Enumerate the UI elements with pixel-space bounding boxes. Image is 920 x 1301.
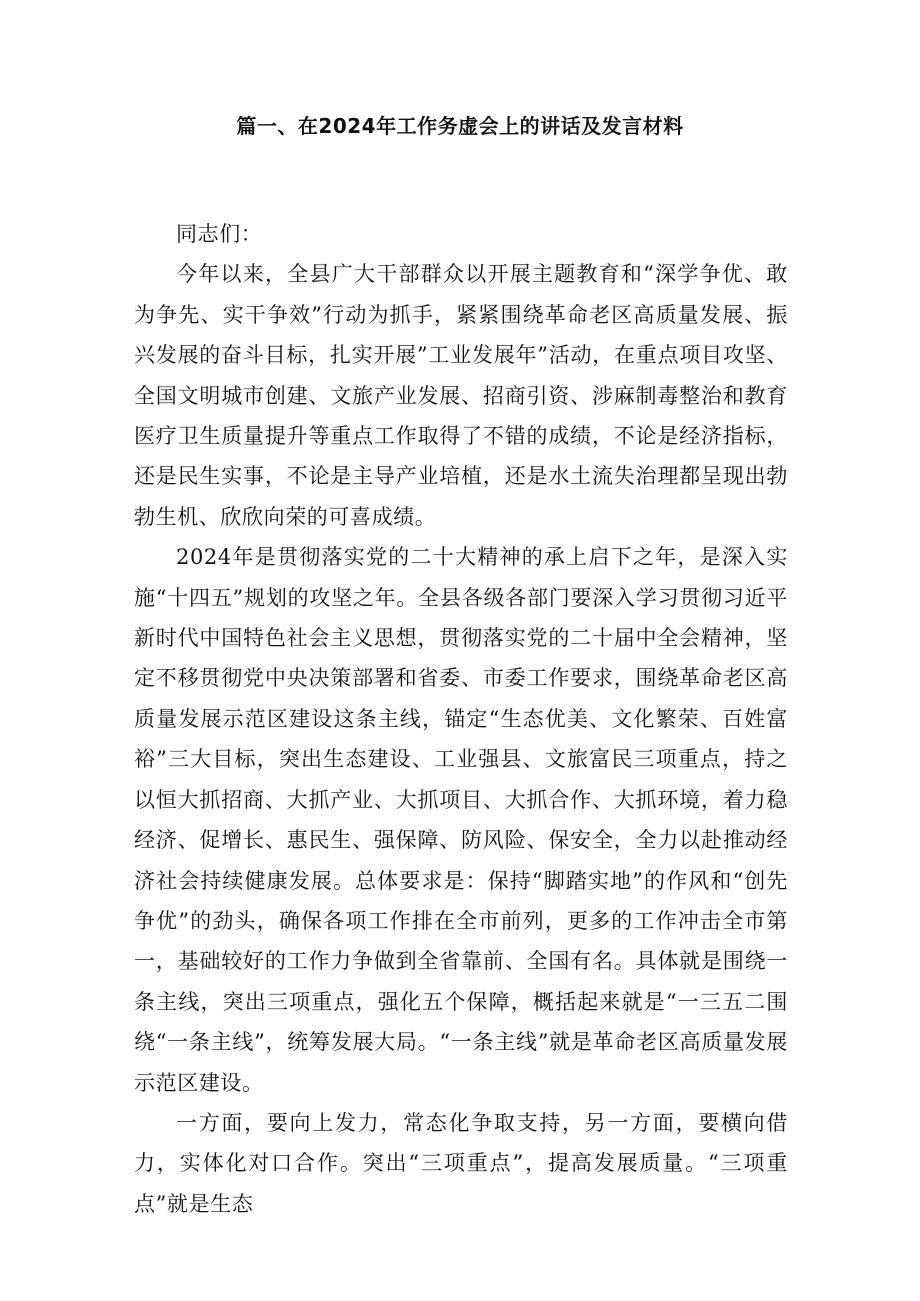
paragraph-1: 今年以来，全县广大干部群众以开展主题教育和“深学争优、敢为争先、实干争效”行动为抓手，紧紧围绕革命老区高质量发展、振兴发展的奋斗目标，扎实开展”工业发展年”活动，在重点项目攻坚、全国文明城市创建、文旅产业发展、招商引资、涉麻制毒整治和教育医疗卫生质量提升等重点工作取得了不错的成绩，不论是经济指标，还是民生实事，不论是主导产业培植，还是水土流失治理都呈现出勃勃生机、欣欣向荣的可喜成绩。 <box>134 262 788 529</box>
document-body <box>134 214 788 1224</box>
document-title: 篇一、在2024年工作务虚会上的讲话及发言材料 <box>236 114 684 138</box>
paragraph-3: 一方面，要向上发力，常态化争取支持，另一方面，要横向借力，实体化对口合作。突出“三项重点”，提高发展质量。“三项重点”就是生态 <box>134 1110 788 1216</box>
salutation: 同志们： <box>176 222 263 246</box>
paragraph-2: 2024年是贯彻落实党的二十大精神的承上启下之年，是深入实施“十四五”规划的攻坚之年。全县各级各部门要深入学习贯彻习近平新时代中国特色社会主义思想，贯彻落实党的二十届中全会精神，坚定不移贯彻党中央决策部署和省委、市委工作要求，围绕革命老区高质量发展示范区建设这条主线，锚定“生态优美、文化繁荣、百姓富裕”三大目标，突出生态建设、工业强县、文旅富民三项重点，持之以恒大抓招商、大抓产业、大抓项目、大抓合作、大抓环境，着力稳经济、促增长、惠民生、强保障、防风险、保安全，全力以赴推动经济社会持续健康发展。总体要求是：保持“脚踏实地”的作风和“创先争优”的劲头，确保各项工作排在全市前列，更多的工作冲击全市第一，基础较好的工作力争做到全省靠前、全国有名。具体就是围绕一条主线，突出三项重点，强化五个保障，概括起来就是“一三五二围绕“一条主线”，统筹发展大局。“一条主线”就是革命老区高质量发展示范区建设。 <box>134 545 788 1095</box>
